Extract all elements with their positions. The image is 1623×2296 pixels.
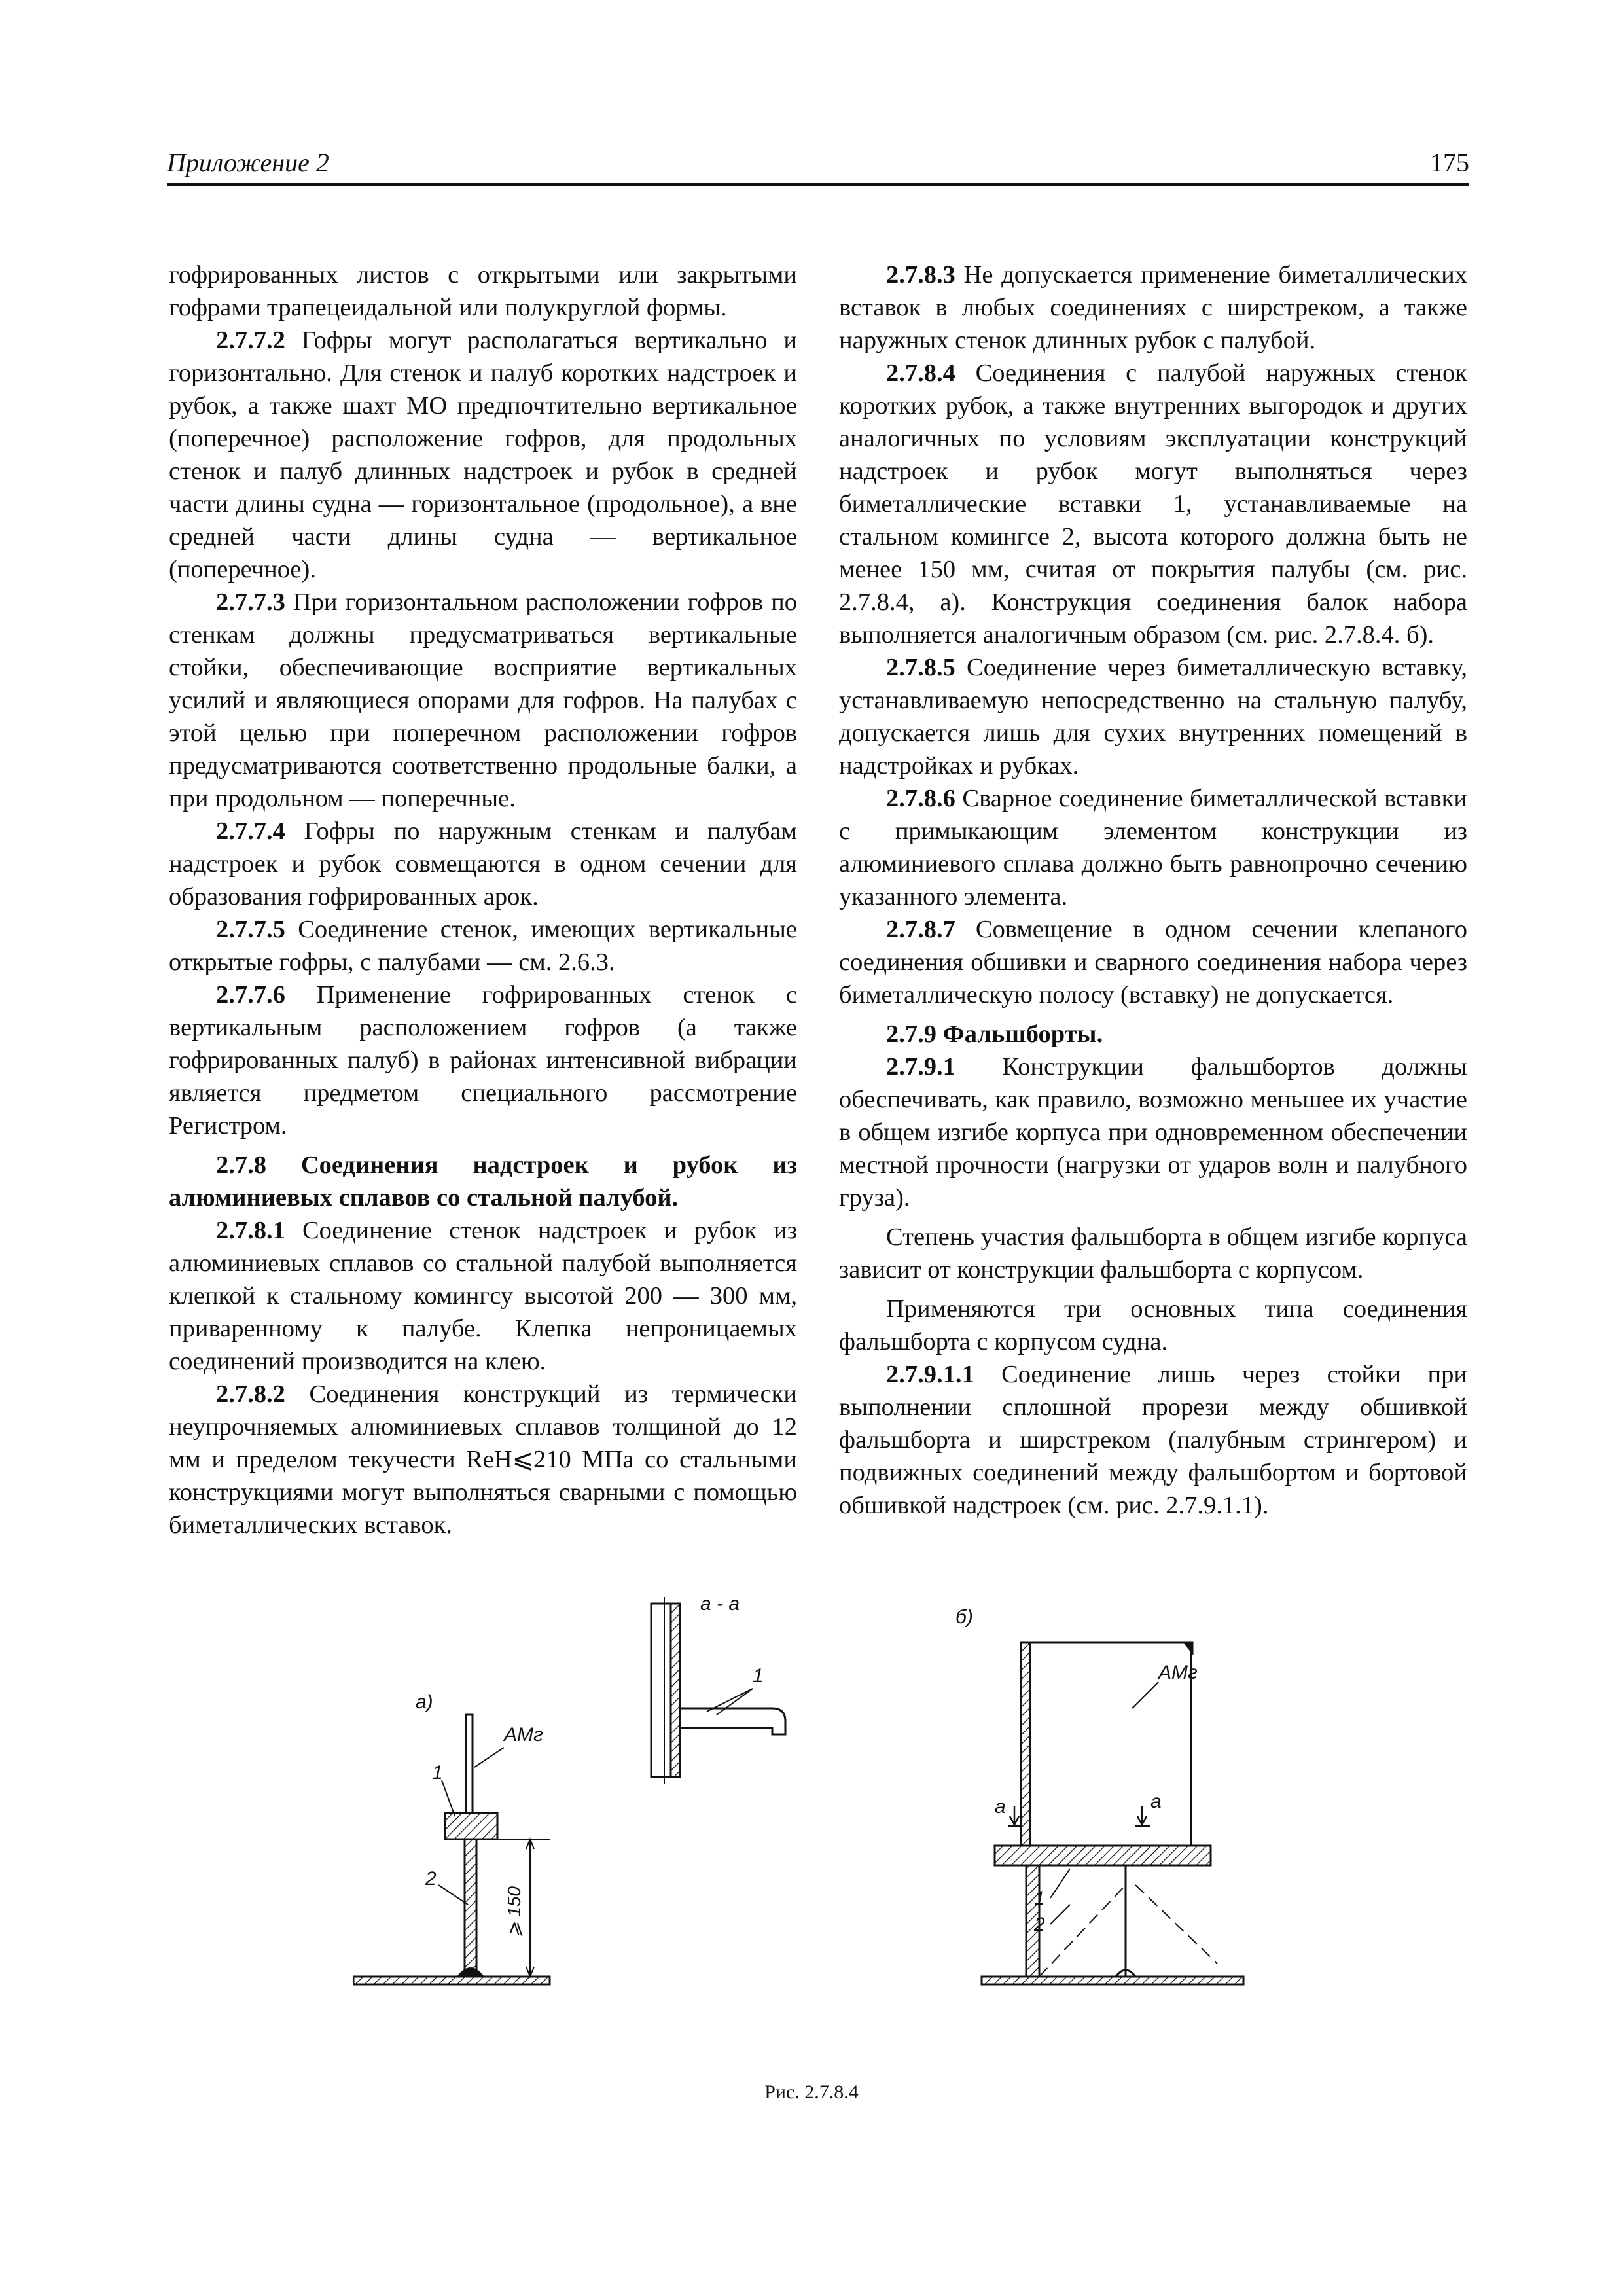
paragraph-2-7-7-4: 2.7.7.4 Гофры по наружным стенкам и палубам надстроек и рубок совмещаются в одном сечении для образования гофрированных арок. [169,817,797,910]
paragraph: гофрированных листов с открытыми или закрытыми гофрами трапецеидальной или полукруглой формы. [169,261,797,321]
paragraph-2-7-7-5: 2.7.7.5 Соединение стенок, имеющих вертикальные открытые гофры, с палубами — см. 2.6.3. [169,916,797,976]
paragraph-2-7-7-2: 2.7.7.2 Гофры могут располагаться вертикально и горизонтально. Для стенок и палуб коротких надстроек и рубок, а также шахт МО предпочтительно вертикальное (поперечное) расположение гофров, для продольных стенок и палуб длинных надстроек и рубок в средней части длины судна — горизонтальное (продольное), а вне средней части длины судна — вертикальное (поперечное). [169,327,797,583]
figure-label-amg-b: АМг [1158,1662,1198,1683]
figure-dimension: ⩾ 150 [504,1886,524,1937]
section-heading-2-7-8: 2.7.8 Соединения надстроек и рубок из алюминиевых сплавов со стальной палубой. [169,1151,797,1211]
header-title: Приложение 2 [167,148,329,177]
paragraph-2-7-9-1-1: 2.7.9.1.1 Соединение лишь через стойки при выполнении сплошной прорези между обшивкой фальшборта и ширстреком (палубным стрингером) и подвижных соединений между фальшбортом и бортовой обшивкой надстроек (см. рис. 2.7.9.1.1). [839,1361,1467,1519]
paragraph-2-7-8-1: 2.7.8.1 Соединение стенок надстроек и рубок из алюминиевых сплавов со стальной палубой выполняется клепкой к стальному комингсу высотой 200 — 300 мм, приваренному к палубе. Клепка непроницаемых соединений производится на клею. [169,1217,797,1375]
section-heading-2-7-9: 2.7.9 Фальшборты. [886,1020,1103,1048]
figure-label-amg-a: АМг [504,1724,543,1746]
paragraph-2-7-7-3: 2.7.7.3 При горизонтальном расположении гофров по стенкам должны предусматриваться вертикальные стойки, обеспечивающие восприятие вертикальных усилий и являющиеся опорами для гофров. На палубах с этой целью при поперечном расположении гофров предусматриваются соответственно продольные балки, а при продольном — поперечные. [169,588,797,812]
figure-2-7-8-4 [353,1597,1479,2042]
paragraph-2-7-8-3: 2.7.8.3 Не допускается применение биметаллических вставок в любых соединениях с ширстреком, а также наружных стенок длинных рубок с палубой. [839,261,1467,354]
figure-label-cut-left: а [995,1796,1006,1818]
sketch-a [353,1715,550,1984]
figure-label-a: а) [416,1691,433,1713]
paragraph-2-7-8-5: 2.7.8.5 Соединение через биметаллическую вставку, устанавливаемую непосредственно на стальную палубу, допускается лишь для сухих внутренних помещений в надстройках и рубках. [839,654,1467,780]
paragraph-2-7-7-6: 2.7.7.6 Применение гофрированных стенок с вертикальным расположением гофров (а также гофрированных палуб) в районах интенсивной вибрации является предметом специального рассмотрение Регистром. [169,981,797,1139]
figure-label-2-a: 2 [425,1868,437,1890]
left-column [169,259,797,1541]
sketch-b [982,1643,1243,1984]
paragraph: Применяются три основных типа соединения фальшборта с корпусом судна. [839,1295,1467,1355]
figure-caption: Рис. 2.7.8.4 [764,2081,859,2103]
figure-label-1-b: 1 [1034,1888,1045,1909]
figure-label-1-a: 1 [432,1762,443,1784]
figure-label-b: б) [955,1606,973,1628]
paragraph-2-7-8-6: 2.7.8.6 Сварное соединение биметаллической вставки с примыкающим элементом конструкции из алюминиевого сплава должно быть равнопрочно сечению указанного элемента. [839,785,1467,910]
paragraph-2-7-9-1: 2.7.9.1 Конструкции фальшбортов должны обеспечивать, как правило, возможно меньшее их участие в общем изгибе корпуса при одновременном обеспечении местной прочности (нагрузки от ударов волн и палубного груза). [839,1053,1467,1211]
paragraph-2-7-8-4: 2.7.8.4 Соединения с палубой наружных стенок коротких рубок, а также внутренних выгородок и других аналогичных по условиям эксплуатации конструкций надстроек и рубок могут выполняться через биметаллические вставки 1, устанавливаемые на стальном комингсе 2, высота которого должна быть не менее 150 мм, считая от покрытия палубы (см. рис. 2.7.8.4, а). Конструкция соединения балок набора выполняется аналогичным образом (см. рис. 2.7.8.4. б). [839,359,1467,649]
section-a-a [651,1597,785,1784]
paragraph: Степень участия фальшборта в общем изгибе корпуса зависит от конструкции фальшборта с корпусом. [839,1223,1467,1283]
figure-label-cut-right: а [1150,1791,1162,1812]
figure-label-1-section: 1 [753,1665,764,1687]
figure-label-2-b: 2 [1034,1914,1045,1935]
paragraph-2-7-8-2: 2.7.8.2 Соединения конструкций из термически неупрочняемых алюминиевых сплавов толщиной до 12 мм и пределом текучести ReH⩽210 МПа со стальными конструкциями могут выполняться сварными с помощью биметаллических вставок. [169,1380,797,1539]
right-column [839,259,1467,1522]
page-number: 175 [1430,148,1469,177]
page-header [167,144,1469,186]
figure-label-section: а - а [700,1597,740,1615]
paragraph-2-7-8-7: 2.7.8.7 Совмещение в одном сечении клепаного соединения обшивки и сварного соединения набора через биметаллическую полосу (вставку) не допускается. [839,916,1467,1009]
